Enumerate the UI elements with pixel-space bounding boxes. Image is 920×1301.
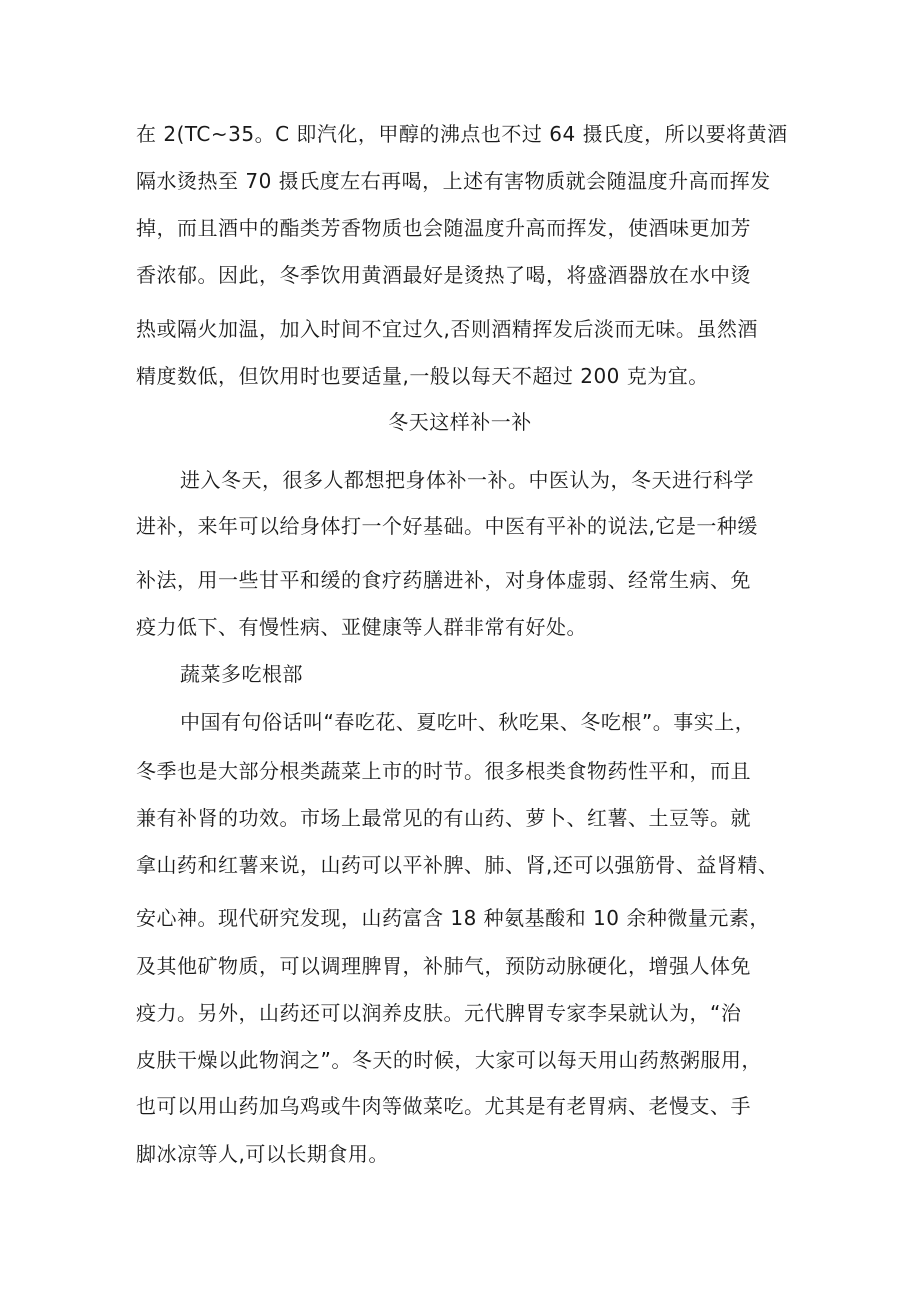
paragraph-line: 也可以用山药加乌鸡或牛肉等做菜吃。尤其是有老胃病、老慢支、手 <box>136 1094 751 1118</box>
paragraph-line: 疫力。另外，山药还可以润养皮肤。元代脾胃专家李杲就认为，“治 <box>136 1001 742 1025</box>
paragraph-line: 安心神。现代研究发现，山药富含 18 种氨基酸和 10 余种微量元素， <box>136 906 770 930</box>
paragraph-line: 皮肤干燥以此物润之”。冬天的时候，大家可以每天用山药熬粥服用， <box>136 1048 762 1072</box>
paragraph-line: 香浓郁。因此，冬季饮用黄酒最好是烫热了喝，将盛酒器放在水中烫 <box>136 263 751 287</box>
paragraph-line: 拿山药和红薯来说，山药可以平补脾、肺、肾,还可以强筋骨、益肾精、 <box>136 853 779 877</box>
section-title: 冬天这样补一补 <box>388 410 532 434</box>
paragraph-line: 兼有补肾的功效。市场上最常见的有山药、萝卜、红薯、土豆等。就 <box>136 806 751 830</box>
paragraph-line: 脚冰凉等人,可以长期食用。 <box>136 1142 389 1166</box>
paragraph-line: 进入冬天，很多人都想把身体补一补。中医认为，冬天进行科学 <box>180 468 754 492</box>
paragraph-line: 及其他矿物质，可以调理脾胃，补肺气，预防动脉硬化，增强人体免 <box>136 954 751 978</box>
paragraph-line: 补法，用一些甘平和缓的食疗药膳进补，对身体虚弱、经常生病、免 <box>136 568 751 592</box>
paragraph-line: 中国有句俗话叫“春吃花、夏吃叶、秋吃果、冬吃根”。事实上， <box>180 710 756 734</box>
subheading: 蔬菜多吃根部 <box>180 662 303 686</box>
paragraph-line: 隔水烫热至 70 摄氏度左右再喝，上述有害物质就会随温度升高而挥发 <box>136 169 771 193</box>
paragraph-line: 冬季也是大部分根类蔬菜上市的时节。很多根类食物药性平和，而且 <box>136 759 751 783</box>
paragraph-line: 在 2(TC~35。C 即汽化，甲醇的沸点也不过 64 摄氏度，所以要将黄酒 <box>136 122 788 146</box>
paragraph-line: 热或隔火加温，加入时间不宜过久,否则酒精挥发后淡而无味。虽然酒 <box>136 317 758 341</box>
paragraph-line: 疫力低下、有慢性病、亚健康等人群非常有好处。 <box>136 615 587 639</box>
paragraph-line: 精度数低，但饮用时也要适量,一般以每天不超过 200 克为宜。 <box>136 364 709 388</box>
paragraph-line: 掉，而且酒中的酯类芳香物质也会随温度升高而挥发，使酒味更加芳 <box>136 216 751 240</box>
paragraph-line: 进补，来年可以给身体打一个好基础。中医有平补的说法,它是一种缓 <box>136 514 758 538</box>
